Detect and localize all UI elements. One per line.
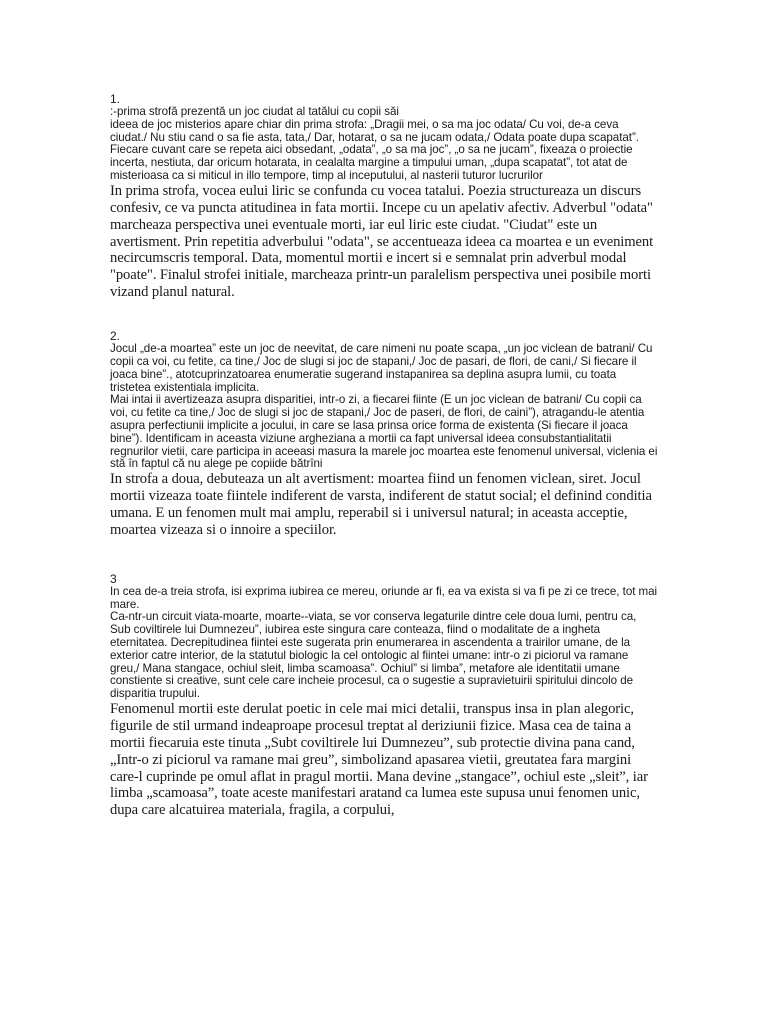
- section-number: 1.: [110, 92, 121, 106]
- section-3: [110, 572, 658, 820]
- document-body: [110, 92, 658, 819]
- note-paragraph: In cea de-a treia strofa, isi exprima iubirea ce mereu, oriunde ar fi, ea va exista si va fi pe zi ce trece, tot mai mare.: [110, 584, 658, 611]
- note-paragraph: ideea de joc misterios apare chiar din prima strofa: „Dragii mei, o sa ma joc odata/ Cu voi, de-a ceva ciudat./ Nu stiu cand o sa fie asta, tata,/ Dar, hotarat, o sa ne jucam odata,/ Odata poate dupa scapatat”. Fiecare cuvant care se repeta aici obsedant, „odata”, „o sa ma joc”, „o sa ne jucam”, fixeaza o proiectie incerta, nestiuta, dar oricum hotarata, in cealalta margine a timpului uman, „dupa scapatat”, tot atat de misterioasa ca si miticul in illo tempore, timp al inceputului, al nasterii tuturor lucrurilor: [110, 117, 639, 182]
- section-commentary: Fenomenul mortii este derulat poetic in cele mai mici detalii, transpus insa in plan alegoric, figurile de stil urmand indeaproape procesul treptat al deriziunii fizice. Masa cea de taina a mortii fiecaruia este tinuta „Subt coviltirele lui Dumnezeu”, sub protectie divina pana cand, „Intr-o zi piciorul va ramane mai greu”, simbolizand apasarea vietii, greutatea fara margini care-l cuprinde pe omul aflat in pragul mortii. Mana devine „stangace”, ochiul este „sleit”, iar limba „scamoasa”, toate aceste manifestari aratand ca lumea este supusa unui fenomen unic, dupa care alcatuirea materiala, fragila, a corpului,: [110, 700, 648, 819]
- note-paragraph: Jocul „de-a moartea” este un joc de neevitat, de care nimeni nu poate scapa, „un joc viclean de batrani/ Cu copii ca voi, cu fetite, ca tine,/ Joc de slugi si joc de stapani,/ Joc de pasari, de flori, de cani,/ Si fiecare il joaca bine”., atotcuprinzatoarea enumeratie sugerand instapanirea sa deplina asupra lumii, cu toata tristetea existentiala implicita.: [110, 342, 653, 394]
- section-notes: [110, 343, 658, 471]
- section-commentary: In prima strofa, vocea eului liric se confunda cu vocea tatalui. Poezia structureaza un discurs confesiv, ce va puncta atitudinea in fata mortii. Incepe cu un apelativ afectiv. Adverbul "odata" marcheaza perspectiva unei eventuale morti, iar eul liric este ciudat. "Ciudat" este un avertisment. Prin repetitia adverbului "odata", se accentueaza ideea ca moartea e un eveniment necircumscris temporal. Data, momentul mortii e incert si e semnalat prin adverbul modal "poate". Finalul strofei initiale, marcheaza printr-un paralelism perspectiva unei posibile morti vizand planul natural.: [110, 182, 654, 301]
- section-notes: [110, 106, 658, 183]
- section-1: [110, 92, 658, 301]
- section-spacer: [110, 301, 658, 329]
- section-commentary: In strofa a doua, debuteaza un alt avertisment: moartea fiind un fenomen viclean, siret. Jocul mortii vizeaza toate fiintele indiferent de varsta, indiferent de statut social; el definind conditia umana. E un fenomen mult mai amplu, reperabil si i universul natural; in aceasta acceptie, moartea vizeaza si o innoire a speciilor.: [110, 471, 652, 538]
- note-paragraph: Ca-ntr-un circuit viata-moarte, moarte--viata, se vor conserva legaturile dintre cele doua lumi, pentru ca, Sub coviltirele lui Dumnezeu”, iubirea este singura care conteaza, fiind o modalitate de a ingheta eternitatea. Decrepitudinea fiintei este sugerata prin enumerarea in ascendenta a trairilor umane, de la exterior catre interior, de la statutul biologic la cel ontologic al fiintei umane: intr-o zi piciorul va ramane greu,/ Mana stangace, ochiul sleit, limba scamoasa”. Ochiul” si limba”, metafore ale identitatii umane constiente si creative, sunt cele care incheie procesul, ca o sugestie a supravietuirii spiritului dincolo de disparitia trupului.: [110, 610, 637, 701]
- section-number: 2.: [110, 329, 121, 344]
- section-2: [110, 329, 658, 539]
- note-paragraph: :-prima strofă prezentă un joc ciudat al tatălui cu copii săi: [110, 105, 399, 118]
- section-number: 3: [110, 571, 117, 586]
- note-paragraph: Mai intai ii avertizeaza asupra disparitiei, intr-o zi, a fiecarei fiinte (E un joc viclean de batrani/ Cu copii ca voi, cu fetite ca tine,/ Joc de slugi si joc de stapani,/ Joc de paseri, de flori, de caini”), atragandu-le atentia asupra perfectiunii implicite a jocului, in care se lasa prinsa orice forma de existenta (Si fiecare il joaca bine”). Identificam in aceasta viziune argheziana a mortii ca fapt universal ideea consubstantialitatii regnurilor vietii, care participa in aceeasi masura la marele joc moartea este fenomenul universal, viclenia ei stă în faptul că nu alege pe copiide bătrîni: [110, 393, 658, 471]
- section-spacer: [110, 539, 658, 572]
- section-notes: [110, 586, 658, 701]
